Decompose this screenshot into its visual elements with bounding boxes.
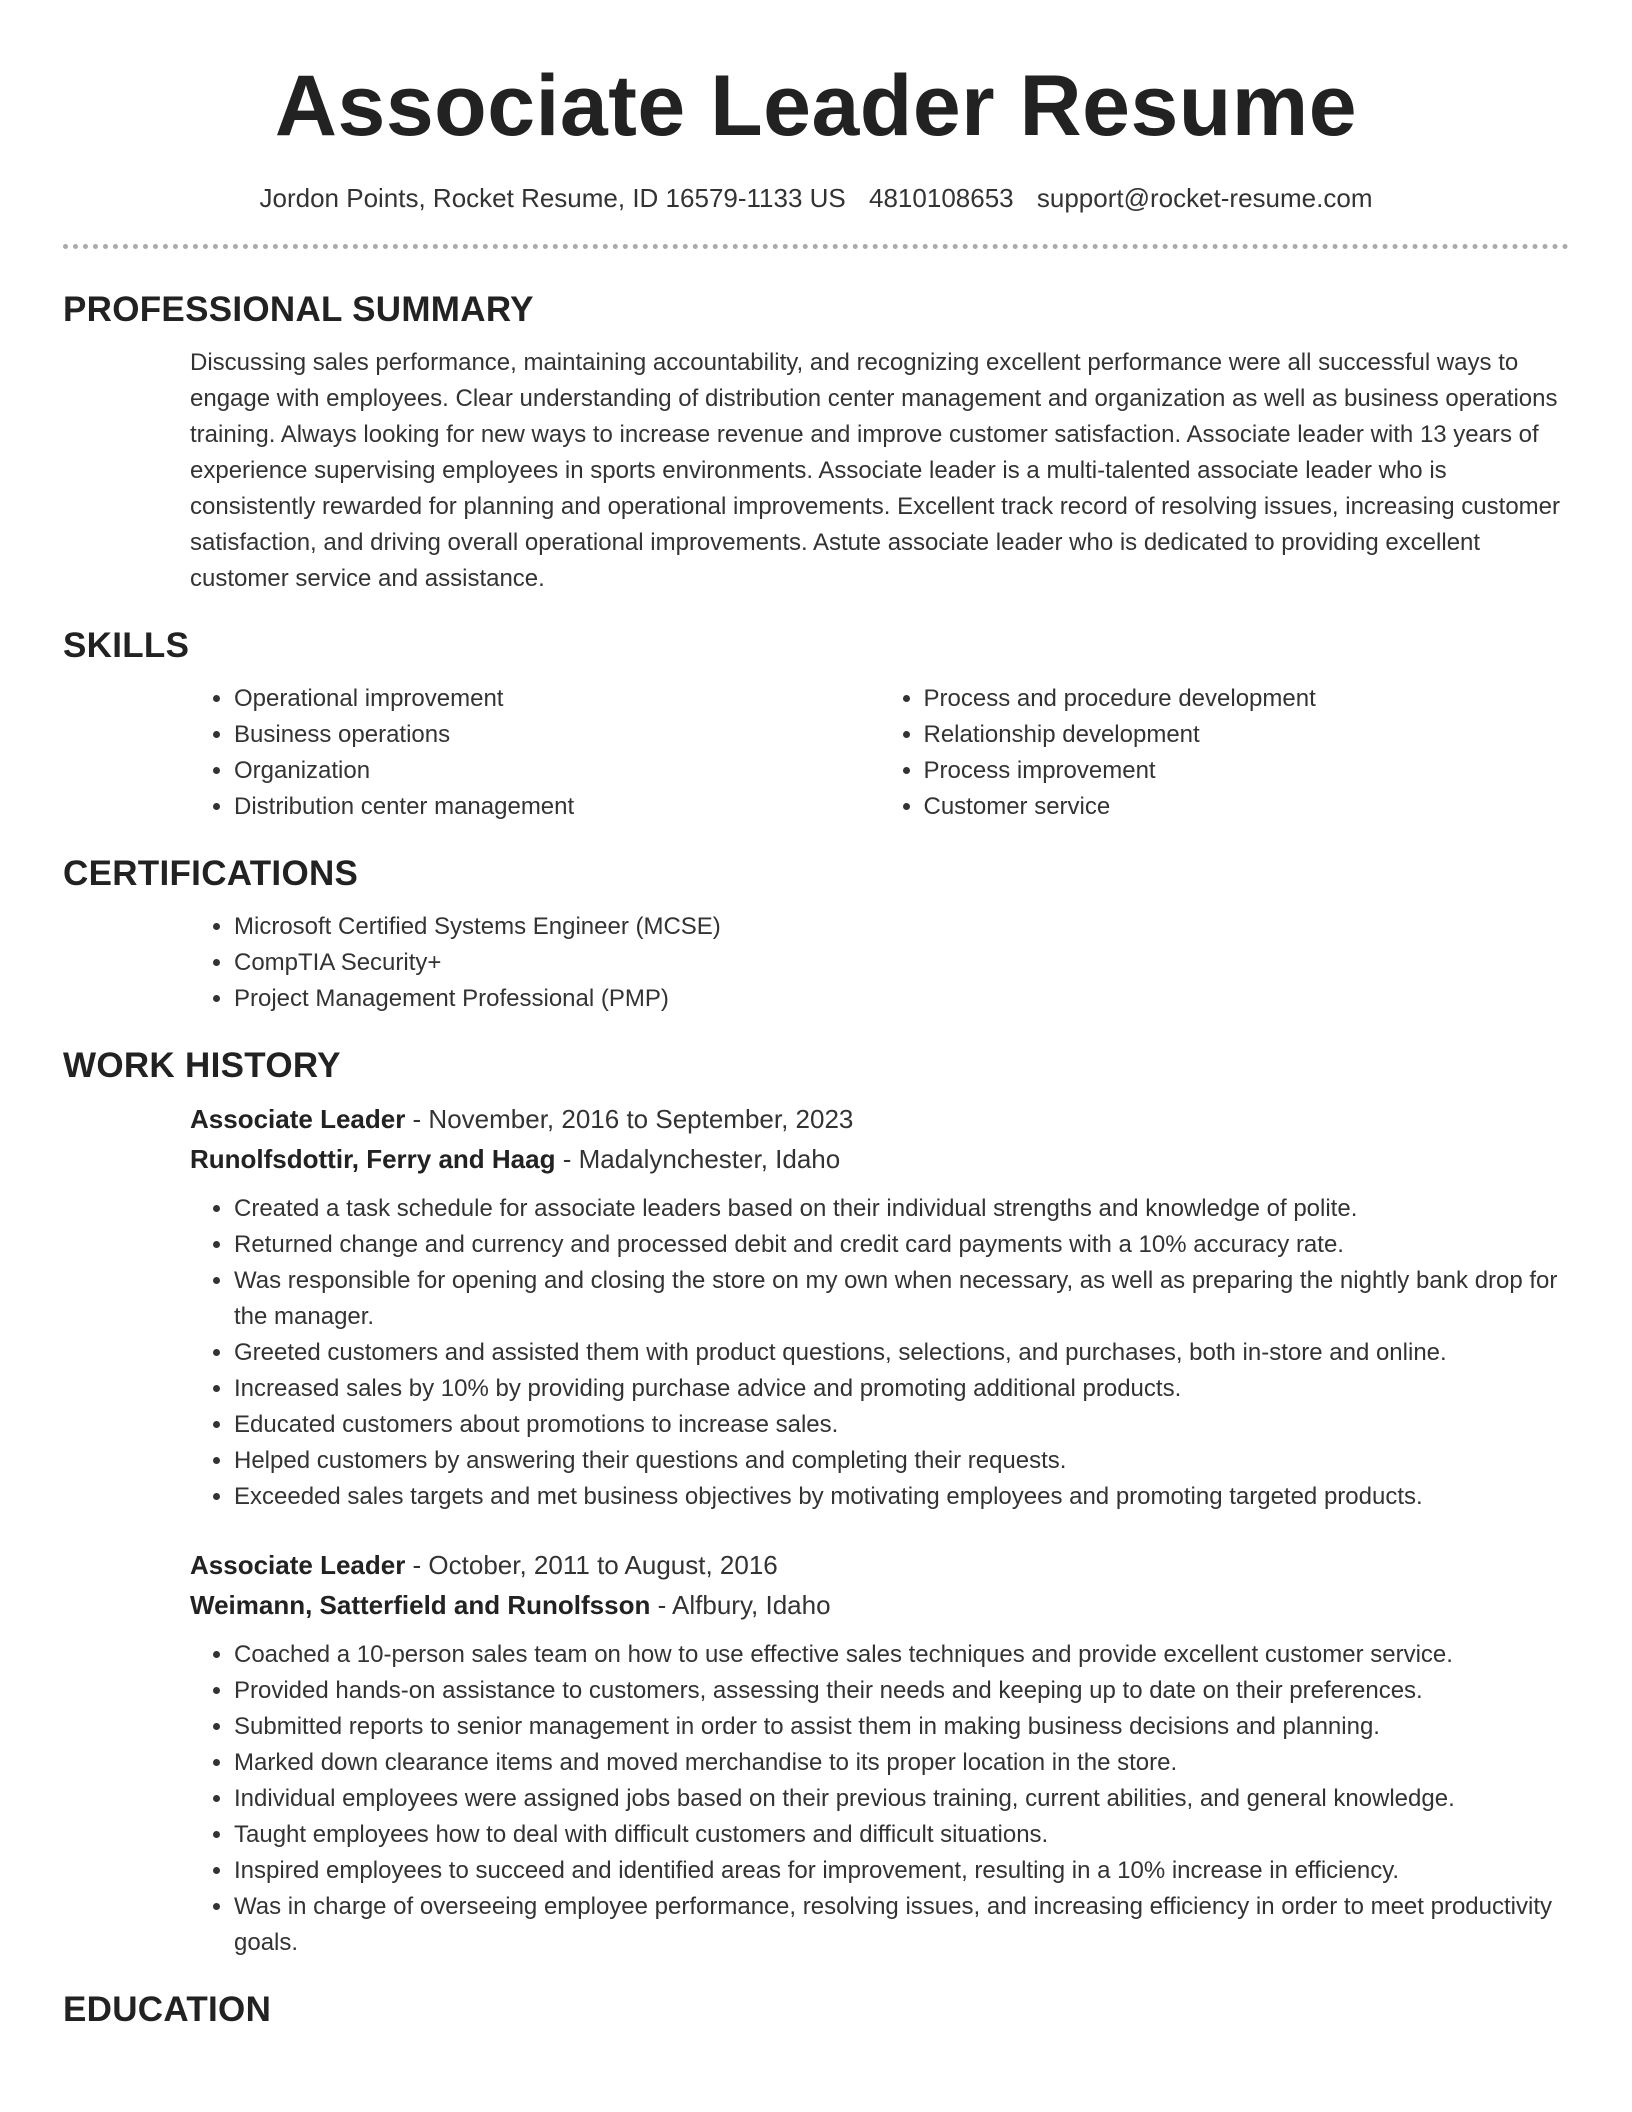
education-section <box>63 1989 1569 2031</box>
job-bullet: • Was in charge of overseeing employee performance, resolving issues, and increasing efficiency in order to meet productivity goals. <box>234 1889 1569 1961</box>
job-title-line <box>190 1545 1569 1585</box>
job-bullet: • Helped customers by answering their questions and completing their requests. <box>234 1443 1569 1479</box>
job-entry <box>190 1545 1569 1961</box>
resume-title: Associate Leader Resume <box>274 58 1358 154</box>
job-location: - Alfbury, Idaho <box>650 1590 831 1620</box>
job-bullet: • Coached a 10-person sales team on how to use effective sales techniques and provide excellent customer service. <box>234 1637 1569 1673</box>
job-company-line <box>190 1139 1569 1179</box>
education-heading: EDUCATION <box>63 1990 272 2029</box>
job-bullet: • Returned change and currency and processed debit and credit card payments with a 10% accuracy rate. <box>234 1227 1569 1263</box>
job-bullet: • Inspired employees to succeed and identified areas for improvement, resulting in a 10% increase in efficiency. <box>234 1853 1569 1889</box>
contact-line <box>0 182 1632 214</box>
summary-heading: PROFESSIONAL SUMMARY <box>63 290 534 329</box>
work-heading: WORK HISTORY <box>63 1046 341 1085</box>
summary-text: Discussing sales performance, maintaining accountability, and recognizing excellent performance were all successful ways to engage with employees. Clear understanding of distribution center management and organization as well as business operations training. Always looking for new ways to increase revenue and improve customer satisfaction. Associate leader with 13 years of experience supervising employees in sports environments. Associate leader is a multi-talented associate leader who is consistently rewarded for planning and operational improvements. Excellent track record of resolving issues, increasing customer satisfaction, and driving overall operational improvements. Astute associate leader who is dedicated to providing excellent customer service and assistance. <box>190 349 1561 592</box>
job-bullet: • Greeted customers and assisted them with product questions, selections, and purchases, both in-store and online. <box>234 1335 1569 1371</box>
job-bullets <box>190 1637 1569 1961</box>
job-bullet: • Marked down clearance items and moved merchandise to its proper location in the store. <box>234 1745 1569 1781</box>
certifications-heading: CERTIFICATIONS <box>63 854 359 893</box>
summary-body <box>190 345 1569 597</box>
skill-item: • Relationship development <box>924 717 1570 753</box>
contact-email: support@rocket-resume.com <box>1036 183 1373 213</box>
job-bullet: • Educated customers about promotions to increase sales. <box>234 1407 1569 1443</box>
job-dates: - November, 2016 to September, 2023 <box>405 1104 854 1134</box>
work-section <box>63 1045 1569 1961</box>
skill-item: • Organization <box>234 753 880 789</box>
summary-section <box>63 289 1569 597</box>
skills-heading: SKILLS <box>63 626 190 665</box>
certification-item: • CompTIA Security+ <box>234 945 1569 981</box>
skill-item: • Customer service <box>924 789 1570 825</box>
job-bullets <box>190 1191 1569 1515</box>
contact-phone: 4810108653 <box>869 183 1014 213</box>
job-dates: - October, 2011 to August, 2016 <box>405 1550 778 1580</box>
skill-item: • Distribution center management <box>234 789 880 825</box>
job-bullet: • Increased sales by 10% by providing purchase advice and promoting additional products. <box>234 1371 1569 1407</box>
skills-right-list <box>880 681 1570 825</box>
job-bullet: • Individual employees were assigned jobs based on their previous training, current abilities, and general knowledge. <box>234 1781 1569 1817</box>
header-divider <box>63 244 1569 249</box>
job-role: Associate Leader <box>190 1550 406 1580</box>
job-bullet: • Provided hands-on assistance to customers, assessing their needs and keeping up to date on their preferences. <box>234 1673 1569 1709</box>
skill-item: • Process improvement <box>924 753 1570 789</box>
job-bullet: • Taught employees how to deal with difficult customers and difficult situations. <box>234 1817 1569 1853</box>
job-bullet: • Exceeded sales targets and met business objectives by motivating employees and promoting targeted products. <box>234 1479 1569 1515</box>
job-bullet: • Submitted reports to senior management in order to assist them in making business decisions and planning. <box>234 1709 1569 1745</box>
job-role: Associate Leader <box>190 1104 406 1134</box>
certifications-list <box>190 909 1569 1017</box>
skills-section <box>63 625 1569 825</box>
skills-grid <box>190 681 1569 825</box>
contact-address: Jordon Points, Rocket Resume, ID 16579-1133 US <box>259 183 846 213</box>
certification-item: • Microsoft Certified Systems Engineer (MCSE) <box>234 909 1569 945</box>
job-bullet: • Was responsible for opening and closing the store on my own when necessary, as well as preparing the nightly bank drop for the manager. <box>234 1263 1569 1335</box>
certifications-body <box>190 909 1569 1017</box>
skill-item: • Business operations <box>234 717 880 753</box>
certifications-section <box>63 853 1569 1017</box>
certification-item: • Project Management Professional (PMP) <box>234 981 1569 1017</box>
skill-item: • Process and procedure development <box>924 681 1570 717</box>
job-location: - Madalynchester, Idaho <box>555 1144 841 1174</box>
job-company-line <box>190 1585 1569 1625</box>
work-body <box>190 1099 1569 1961</box>
job-entry <box>190 1099 1569 1515</box>
skills-left-list <box>190 681 880 825</box>
job-title-line <box>190 1099 1569 1139</box>
job-company: Weimann, Satterfield and Runolfsson <box>190 1590 651 1620</box>
job-company: Runolfsdottir, Ferry and Haag <box>190 1144 556 1174</box>
skill-item: • Operational improvement <box>234 681 880 717</box>
job-bullet: • Created a task schedule for associate leaders based on their individual strengths and knowledge of polite. <box>234 1191 1569 1227</box>
